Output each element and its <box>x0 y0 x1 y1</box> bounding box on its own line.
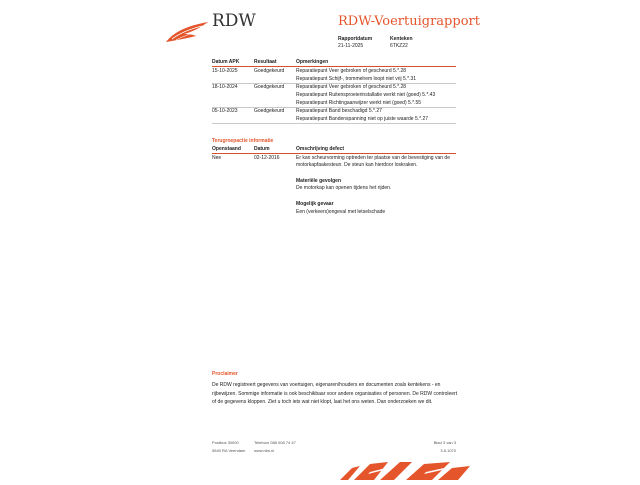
recall-col-defect: Omschrijving defect <box>296 146 345 152</box>
rdw-logo <box>164 20 210 44</box>
danger-text: Een (verkeers)ongeval met letselschade <box>296 209 386 215</box>
footer-code: 3.5.1070 <box>440 448 456 453</box>
plate-number: 6TKZ22 <box>390 43 408 49</box>
recall-title: Terugroepactie informatie <box>212 138 274 144</box>
footer-po-box: Postbus 30000 <box>212 440 239 445</box>
apk-result: Goedgekeurd <box>254 108 285 114</box>
footer-phone: Telefoon 088 008 74 47 <box>254 440 296 445</box>
recall-col-open: Openstaand <box>212 146 241 152</box>
apk-date: 15-10-2025 <box>212 68 238 74</box>
recall-date: 02-12-2016 <box>254 155 280 161</box>
recall-header-row <box>212 145 460 153</box>
recall-defect: Er kan scheurvorming optreden ter plaatse van de bevestiging van de motorkapfaakesteun. De steun kan hierdoor loskraken. <box>296 154 450 168</box>
table-row <box>212 115 460 123</box>
brand-name: RDW <box>212 11 256 31</box>
row-divider <box>212 123 456 124</box>
measures-text: De motorkap kan openen tijdens het rijden. <box>296 185 392 191</box>
apk-note: Reparatiepunt Band beschadigd 5.*.27 <box>296 108 382 114</box>
apk-note: Reparatiepunt Ruitensproeierinstallatie werkt niet (goed) 5.*.43 <box>296 92 436 98</box>
disclaimer-text: De RDW registreert gegevens van voertuigen, eigenaren/houders en documenten zoals kentekens - en rijbewijzen. Sommige informatie is ook beschikbaar voor andere organisaties of personen. De RDW controleert of de gegevens kloppen. Ziet u toch iets wat niet klopt, laat het ons weten. Dan onderzoeken we dit. <box>212 382 458 405</box>
apk-result: Goedgekeurd <box>254 68 285 74</box>
recall-open: Nee <box>212 155 222 161</box>
apk-date: 05-10-2023 <box>212 108 238 114</box>
apk-note: Reparatiepunt Schijf-, trommelrem loopt niet vrij 5.*.31 <box>296 76 417 82</box>
disclaimer-title: Proclaimer <box>212 371 238 377</box>
report-date: 21-11-2025 <box>338 43 364 49</box>
recall-col-date: Datum <box>254 146 270 152</box>
report-title: RDW-Voertuigrapport <box>338 14 480 29</box>
footer-web: www.rdw.nl <box>254 448 275 453</box>
report-date-label: Rapportdatum <box>338 36 373 42</box>
apk-col-notes: Opmerkingen <box>296 59 329 65</box>
apk-date: 18-10-2024 <box>212 84 238 90</box>
table-row <box>212 67 460 75</box>
apk-header-row <box>212 58 460 66</box>
table-row <box>212 107 460 115</box>
table-row <box>212 83 460 91</box>
footer-stripe-graphic <box>340 458 470 480</box>
measures-title: Materiële gevolgen <box>296 178 342 184</box>
table-row <box>212 99 460 107</box>
plate-label: Kenteken <box>390 36 413 42</box>
table-row <box>212 91 460 99</box>
apk-note: Reparatiepunt Veer gebroken of gescheurd 5.*.28 <box>296 84 407 90</box>
footer-page: Blad 3 van 3 <box>433 440 456 445</box>
danger-title: Mogelijk gevaar <box>296 201 334 207</box>
table-row <box>212 75 460 83</box>
apk-note: Reparatiepunt Richtingaanwijzer werkt niet (goed) 5.*.55 <box>296 100 422 106</box>
apk-col-result: Resultaat <box>254 59 277 65</box>
footer-city: 9640 RA Veendam <box>212 448 246 453</box>
apk-note: Reparatiepunt Veer gebroken of gescheurd 5.*.28 <box>296 68 407 74</box>
rdw-logo-mark-icon <box>164 20 210 44</box>
rdw-stripe-icon <box>340 458 470 480</box>
apk-note: Reparatiepunt Bandenspanning niet op juiste waarde 5.*.27 <box>296 116 429 122</box>
apk-col-date: Datum APK <box>212 59 240 65</box>
apk-result: Goedgekeurd <box>254 84 285 90</box>
